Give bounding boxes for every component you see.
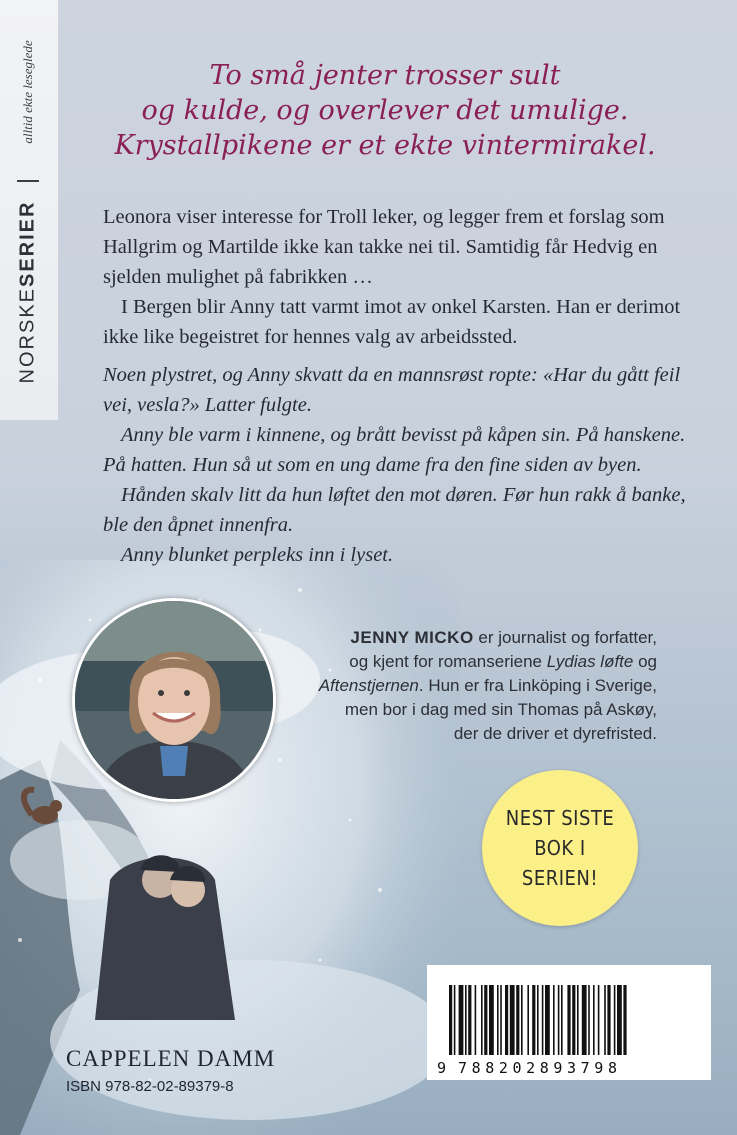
- barcode-bar: [582, 985, 587, 1055]
- author-portrait-image: [75, 601, 273, 799]
- barcode-bar: [593, 985, 595, 1055]
- publisher-logo: CAPPELEN DAMM: [66, 1046, 276, 1071]
- barcode-bar: [553, 985, 555, 1055]
- series-title: Lydias løfte: [546, 652, 634, 671]
- barcode-bar: [484, 985, 487, 1055]
- barcode-bar: [475, 985, 477, 1055]
- barcode-bar: [542, 985, 544, 1055]
- barcode-bar: [500, 985, 502, 1055]
- barcode-bar: [527, 985, 529, 1055]
- excerpt-paragraph: Hånden skalv litt da hun løftet den mot døren. Før hun rakk å banke, ble den åpnet innenfra.: [103, 484, 686, 536]
- barcode-bar: [521, 985, 523, 1055]
- barcode-bar: [588, 985, 590, 1055]
- tagline-line: Krystallpikene er et ekte vintermirakel.: [114, 130, 656, 161]
- bio-text: . Hun er fra Linköping i Sverige,: [418, 676, 657, 695]
- badge-text: [482, 803, 638, 893]
- author-name: JENNY MICKO: [350, 628, 474, 647]
- barcode-digits: 788202893798: [458, 1059, 622, 1077]
- brand-bold-text: SERIER: [16, 200, 39, 287]
- bio-text: er journalist og forfatter,: [473, 628, 657, 647]
- barcode-bar: [561, 985, 563, 1055]
- barcode-bar: [572, 985, 575, 1055]
- bio-line: [297, 674, 657, 698]
- tagline-line: To små jenter trosser sult: [209, 60, 561, 91]
- barcode-bar: [516, 985, 519, 1055]
- barcode-bar: [567, 985, 570, 1055]
- girls-figure: [95, 855, 235, 1020]
- barcode-bar: [481, 985, 483, 1055]
- barcode-lead-digit: 9: [437, 1059, 447, 1077]
- bio-line: der de driver et dyrefristed.: [453, 724, 657, 743]
- badge-line: BOK I: [534, 836, 586, 860]
- slogan-divider: [17, 180, 39, 182]
- barcode-bar: [604, 985, 606, 1055]
- barcode-bar: [454, 985, 456, 1055]
- isbn-text: ISBN 978-82-02-89379-8: [66, 1078, 234, 1095]
- bio-text: og kjent for romanseriene: [349, 652, 547, 671]
- brand-light-text: NORSKE: [16, 287, 39, 384]
- tagline-line: og kulde, og overlever det umulige.: [141, 95, 629, 126]
- barcode-bar: [577, 985, 579, 1055]
- barcode-bar: [510, 985, 515, 1055]
- promo-badge: [482, 770, 638, 926]
- bio-line: [297, 650, 657, 674]
- excerpt-paragraph: Anny blunket perpleks inn i lyset.: [121, 544, 394, 566]
- barcode-bar: [505, 985, 508, 1055]
- blurb-paragraph: Leonora viser interesse for Troll leker, og legger frem et forslag som Hallgrim og Martilde ikke kan takke nei til. Samtidig får Hedvig en sjelden mulighet på fabrikken …: [103, 206, 665, 288]
- bio-text: og: [633, 652, 657, 671]
- badge-line: SERIEN!: [521, 866, 599, 890]
- barcode-bar: [459, 985, 464, 1055]
- series-slogan: alltid ekte leseglede: [20, 40, 35, 144]
- barcode-bar: [537, 985, 539, 1055]
- author-bio: [297, 626, 657, 746]
- barcode-bar: [607, 985, 610, 1055]
- bio-line: men bor i dag med sin Thomas på Askøy,: [344, 700, 657, 719]
- author-photo: [72, 598, 276, 802]
- barcode-bar: [598, 985, 600, 1055]
- barcode-bar: [497, 985, 499, 1055]
- barcode-bar: [532, 985, 535, 1055]
- barcode-bar: [545, 985, 550, 1055]
- barcode-bar: [614, 985, 616, 1055]
- series-brand-name: [17, 201, 40, 384]
- barcode-bar: [489, 985, 494, 1055]
- barcode-bar: [465, 985, 467, 1055]
- cover-tagline: [100, 58, 670, 163]
- badge-line: NEST SISTE: [505, 806, 615, 830]
- barcode-bar: [449, 985, 452, 1055]
- blurb-paragraph: I Bergen blir Anny tatt varmt imot av onkel Karsten. Han er derimot ikke like begeistret for hennes valg av arbeidssted.: [103, 296, 681, 348]
- barcode-bar: [617, 985, 622, 1055]
- series-title: Aftenstjernen: [318, 676, 419, 695]
- excerpt-paragraph: Anny ble varm i kinnene, og brått bevisst på kåpen sin. På hanskene. På hatten. Hun så ut som en ung dame fra den fine siden av byen.: [103, 424, 686, 476]
- series-brand-strip: [0, 0, 58, 420]
- book-blurb: [103, 202, 703, 352]
- bio-line: [297, 626, 657, 650]
- barcode-bar: [623, 985, 626, 1055]
- book-excerpt: [103, 360, 703, 570]
- barcode-bar: [558, 985, 560, 1055]
- excerpt-paragraph: Noen plystret, og Anny skvatt da en mannsrøst ropte: «Har du gått feil vei, vesla?» Latter fulgte.: [103, 364, 681, 416]
- barcode-bar: [468, 985, 471, 1055]
